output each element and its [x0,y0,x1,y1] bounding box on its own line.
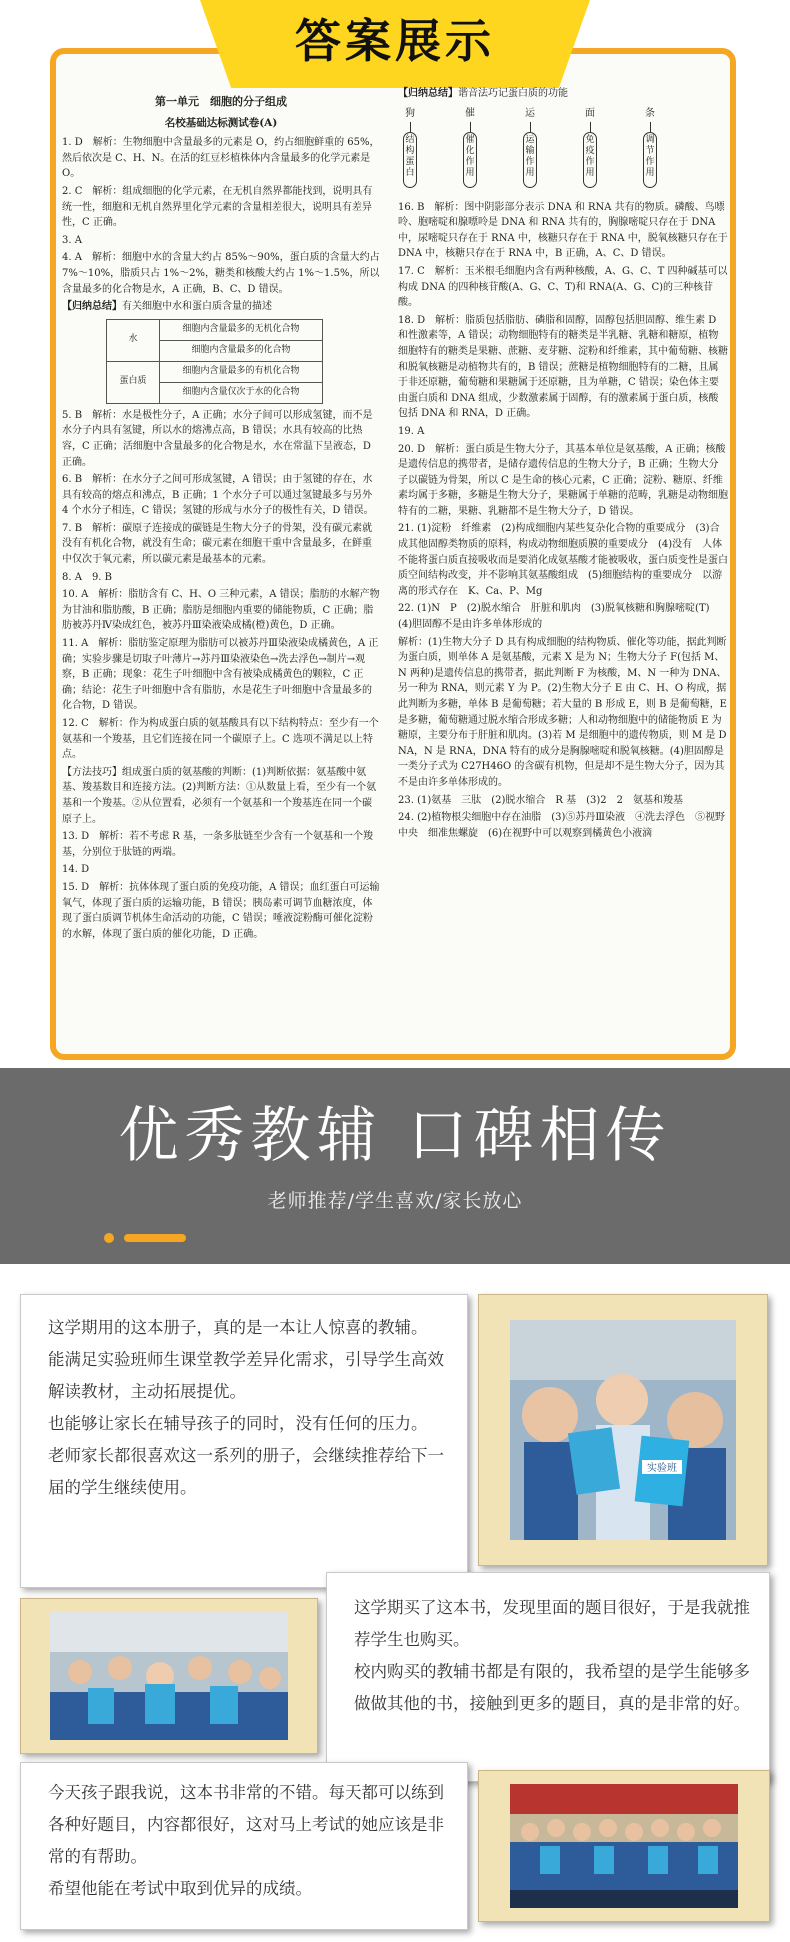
table-cell: 细胞内含量最多的化合物 [160,340,323,361]
answer-paragraph: 16. B 解析：图中阴影部分表示 DNA 和 RNA 共有的物质。磷酸、鸟嘌呤、胞嘧啶和腺嘌呤是 DNA 和 RNA 共有的，胸腺嘧啶只存在于 DNA 中，尿嘧啶只存在于 RNA 中，核糖只存在于 RNA 中，脱氧核糖只存在于 DNA 中，核糖只存在于 RNA 中，B 正确，A、C、D 错误。 [398,201,728,260]
diagram-box: 调节作用 [643,132,657,188]
testimonial-line: 校内购买的教辅书都是有限的，我希望的是学生能够多做做其他的书，接触到更多的题目，真的是非常的好。 [354,1662,750,1713]
answer-paragraph: 23. (1)氨基 三肽 (2)脱水缩合 R 基 (3)2 2 氨基和羧基 [398,794,684,806]
test-title: 名校基础达标测试卷(A) [164,116,278,129]
classroom-students-photo [50,1612,288,1740]
slogan-subtitle: 老师推荐/学生喜欢/家长放心 [267,1190,523,1212]
answer-paragraph: 13. D 解析：若不考虑 R 基，一条多肽链至少含有一个氨基和一个羧基，分别位于肽链的两端。 [62,831,373,858]
summary-text: 有关细胞中水和蛋白质含量的描述 [122,301,272,313]
diagram-box: 免疫作用 [583,132,597,188]
answer-paragraph: 解析：(1)生物大分子 D 具有构成细胞的结构物质、催化等功能，据此判断为蛋白质，则单体 A 是氨基酸，元素 X 是为 N；生物大分子 F(包括 M、N 两种)是遗传信息的携带者，据此判断 F 为核酸，M、N 一种为 DNA、另一种为 RNA，则元素 Y 为 P。(2)生物大分子 E 由 C、H、O 构成，据此判断为多糖，单体 B 是葡萄糖；若大量的 B 形成 E，则 B 是葡萄糖，E 是多糖，葡萄糖通过脱水缩合形成多糖；人和动物细胞中的储能物质 E 为糖原，主要分布于肝脏和肌肉。(3)若 M 是细胞中的遗传物质，则 M 是 DNA，N 是 RNA，DNA 特有的成分是胸腺嘧啶和脱氧核糖。(4)胆固醇是一类分子式为 C27H46O 的含碳有机物，但是却不是生物大分子，因为其不是由许多单体形成的。 [398,636,727,788]
testimonial-line: 这学期用的这本册子，真的是一本让人惊喜的教辅。 [48,1318,428,1337]
answer-paragraph: 3. A [62,234,82,246]
summary-heading [398,86,728,102]
method-tip-paragraph: 【方法技巧】组成蛋白质的氨基酸的判断：(1)判断依据：氨基酸中氨基、羧基数目和连接方法。(2)判断方法：①从数量上看，至少有一个氨基和一个羧基。②从位置看，必须有一个氨基和一个羧基连在同一个碳原子上。 [62,766,377,825]
answer-paragraph: 17. C 解析：玉米根毛细胞内含有两种核酸，A、G、C、T 四种碱基可以构成 DNA 的四种核苷酸(A、G、C、T)和 RNA(A、G、C)的三种核苷酸。 [398,265,728,309]
diagram-box: 结构蛋白 [403,132,417,188]
answer-paragraph: 2. C 解析：组成细胞的化学元素，在无机自然界都能找到，说明具有统一性，细胞和无机自然界里化学元素的含量相差很大，说明具有差异性，C 正确。 [62,185,373,229]
diagram-top-char: 条 [645,107,655,119]
answer-left-column [62,94,380,1044]
answer-paragraph: 5. B 解析：水是极性分子，A 正确；水分子间可以形成氢键，而不是水分子内具有氢键，所以水的熔沸点高，B 错误；水具有较高的比热容，C 正确；活细胞中含量最多的化合物是水，水在常温下呈液态，D 正确。 [62,409,373,468]
testimonial-line: 这学期买了这本书，发现里面的题目很好，于是我就推荐学生也购买。 [354,1598,750,1649]
unit-title: 第一单元 细胞的分子组成 [155,95,287,108]
diagram-box: 运输作用 [523,132,537,188]
diagram-connector [470,122,471,132]
testimonial-text [48,1777,448,1905]
diagram-top-char: 面 [585,107,595,119]
answer-paragraph: 20. D 解析：蛋白质是生物大分子，其基本单位是氨基酸，A 正确；核酸是遗传信息的携带者，是储存遗传信息的生物大分子，B 正确；生物大分子以碳链为骨架，所以 C 是生命的核心元素，C 正确；淀粉、糖原、纤维素均属于多糖，多糖是生物大分子，果糖属于单糖的范畴，乳糖是动物细胞特有的二糖，果糖、乳糖都不是生物大分子，D 错误。 [398,443,728,517]
group-students-photo [510,1784,738,1908]
table-head-cell: 蛋白质 [107,361,160,403]
answer-paragraph: 19. A [398,425,425,437]
diagram-top-char: 催 [465,107,475,119]
answer-paragraph: 6. B 解析：在水分子之间可形成氢键，A 错误；由于氢键的存在，水具有较高的熔点和沸点，B 正确；1 个水分子可以通过氢键最多与另外 4 个水分子相连，C 错误；氢键的形成与水分子的极性有关，D 错误。 [62,474,374,517]
summary-label: 【归纳总结】 [62,301,122,313]
diagram-box: 催化作用 [463,132,477,188]
summary-text: 谐音法巧记蛋白质的功能 [458,88,568,99]
testimonial-line: 也能够让家长在辅导孩子的同时，没有任何的压力。 [48,1414,428,1433]
testimonial-text [354,1592,750,1720]
testimonial-line: 希望他能在考试中取到优异的成绩。 [48,1879,312,1898]
table-head-cell: 水 [107,319,160,361]
dot-decoration [104,1233,114,1243]
testimonial-text [48,1312,448,1504]
table-cell: 细胞内含量最多的无机化合物 [160,319,323,340]
diagram-top-char: 狗 [405,107,415,119]
answer-paragraph: 22. (1)N P (2)脱水缩合 肝脏和肌肉 (3)脱氧核糖和胸腺嘧啶(T) (4)胆固醇不是由许多单体形成的 [398,603,720,631]
testimonial-line: 今天孩子跟我说，这本书非常的不错。每天都可以练到各种好题目，内容都很好，这对马上考试的她应该是非常的有帮助。 [48,1783,444,1866]
answer-paragraph: 11. A 解析：脂肪鉴定原理为脂肪可以被苏丹Ⅲ染液染成橘黄色，A 正确；实验步骤是切取子叶薄片→苏丹Ⅲ染液染色→洗去浮色→制片→观察，B 正确；现象：花生子叶细胞中含有被染成橘黄色的颗粒，C 正确；结论：花生子叶细胞中含有脂肪，水是花生子叶细胞中含量最多的化合物，D 错误。 [62,638,379,712]
classroom-students-photo-art [50,1612,288,1740]
slogan-title: 优秀教辅 口碑相传 [118,1101,672,1171]
summary-label: 【归纳总结】 [398,88,458,99]
answer-paragraph: 12. C 解析：作为构成蛋白质的氨基酸具有以下结构特点：至少有一个氨基和一个羧基，且它们连接在同一个碳原子上。C 选项不满足以上特点。 [62,718,379,761]
table-cell: 细胞内含量最多的有机化合物 [160,361,323,382]
bar-decoration [124,1234,186,1242]
answer-paragraph: 18. D 解析：脂质包括脂肪、磷脂和固醇，固醇包括胆固醇、维生素 D 和性激素等，A 错误；动物细胞特有的糖类是半乳糖、乳糖和糖原，植物细胞特有的糖类是果糖、蔗糖、麦芽糖、淀粉和纤维素，其中葡萄糖、核糖和脱氧核糖是动植物共有的，B 错误；蔗糖是植物细胞特有的二糖，且属于非还原糖，葡萄糖和果糖属于还原糖，且为单糖，C 错误；染色体主要由蛋白质和 DNA 组成，少数激素属于固醇，有的激素属于蛋白质，核酸包括 DNA 和 RNA，D 正确。 [398,314,728,420]
diagram-connector [410,122,411,132]
testimonial-line: 能满足实验班师生课堂教学差异化需求，引导学生高效解读教材，主动拓展提优。 [48,1350,444,1401]
table-cell: 细胞内含量仅次于水的化合物 [160,382,323,403]
answer-paragraph: 21. (1)淀粉 纤维素 (2)构成细胞内某些复杂化合物的重要成分 (3)合成其他固醇类物质的原料，构成动物细胞质膜的重要成分 (4)没有 人体不能将蛋白质直接吸收而是要消化成氨基酸才能被吸收，蛋白质变性是蛋白质空间结构改变，并不影响其氨基酸组成 (5)细胞结构的重要成分 以游离的形式存在 K、Ca、P、Mg [398,523,728,597]
answer-paragraph: 7. B 解析：碳原子连接成的碳链是生物大分子的骨架，没有碳元素就没有有机化合物，就没有生命；碳元素在细胞干重中含量最多，在鲜重中仅次于氧元素，所以碳元素是最基本的元素。 [62,522,373,566]
answer-paragraph: 8. A 9. B [62,571,113,583]
answer-paragraph: 14. D [62,864,90,876]
banner-title: 答案展示 [295,14,495,68]
table-row [107,319,323,340]
answer-paragraph: 15. D 解析：抗体体现了蛋白质的免疫功能，A 错误；血红蛋白可运输氧气，体现了蛋白质的运输功能，B 错误；胰岛素可调节血糖浓度，体现了蛋白质调节机体生命活动的功能，C 错误；唾液淀粉酶可催化淀粉的水解，体现了蛋白质的催化功能，D 正确。 [62,881,380,940]
diagram-connector [650,122,651,132]
answer-paragraph: 4. A 解析：细胞中水的含量大约占 85%～90%，蛋白质的含量大约占 7%～10%，脂质只占 1%～2%，糖类和核酸大约占 1%～1.5%，所以含量最多的化合物是水，A 正确，B、C、D 错误。 [62,252,380,295]
diagram-connector [590,122,591,132]
table-row [107,361,323,382]
answer-paragraph: 24. (2)植物根尖细胞中存在油脂 (3)⑤苏丹Ⅲ染液 ④洗去浮色 ⑤视野中央 细准焦螺旋 (6)在视野中可以观察到橘黄色小液滴 [398,812,726,839]
students-holding-books-photo-art [510,1320,736,1540]
testimonial-line: 老师家长都很喜欢这一系列的册子，会继续推荐给下一届的学生继续使用。 [48,1446,444,1497]
diagram-connector [530,122,531,132]
diagram-top-char: 运 [525,107,535,119]
summary-heading [62,299,380,315]
answer-paragraph: 10. A 解析：脂肪含有 C、H、O 三种元素，A 错误；脂肪的水解产物为甘油和脂肪酸，B 正确；脂肪是细胞内重要的储能物质，C 正确；脂肪被苏丹Ⅳ染成红色，被苏丹Ⅲ染液染成橘(橙)黄色，D 正确。 [62,589,380,632]
answer-paragraph: 1. D 解析：生物细胞中含量最多的元素是 O，约占细胞鲜重的 65%，然后依次是 C、H、N。在活的红豆杉植株体内含量最多的化学元素是 O。 [62,137,380,180]
answer-right-column [398,86,728,1048]
book-cover-label: 实验班 [647,1463,677,1474]
water-protein-table [106,319,323,404]
group-students-photo-art [510,1784,738,1908]
protein-function-diagram [398,106,728,194]
students-holding-books-photo [510,1320,736,1540]
